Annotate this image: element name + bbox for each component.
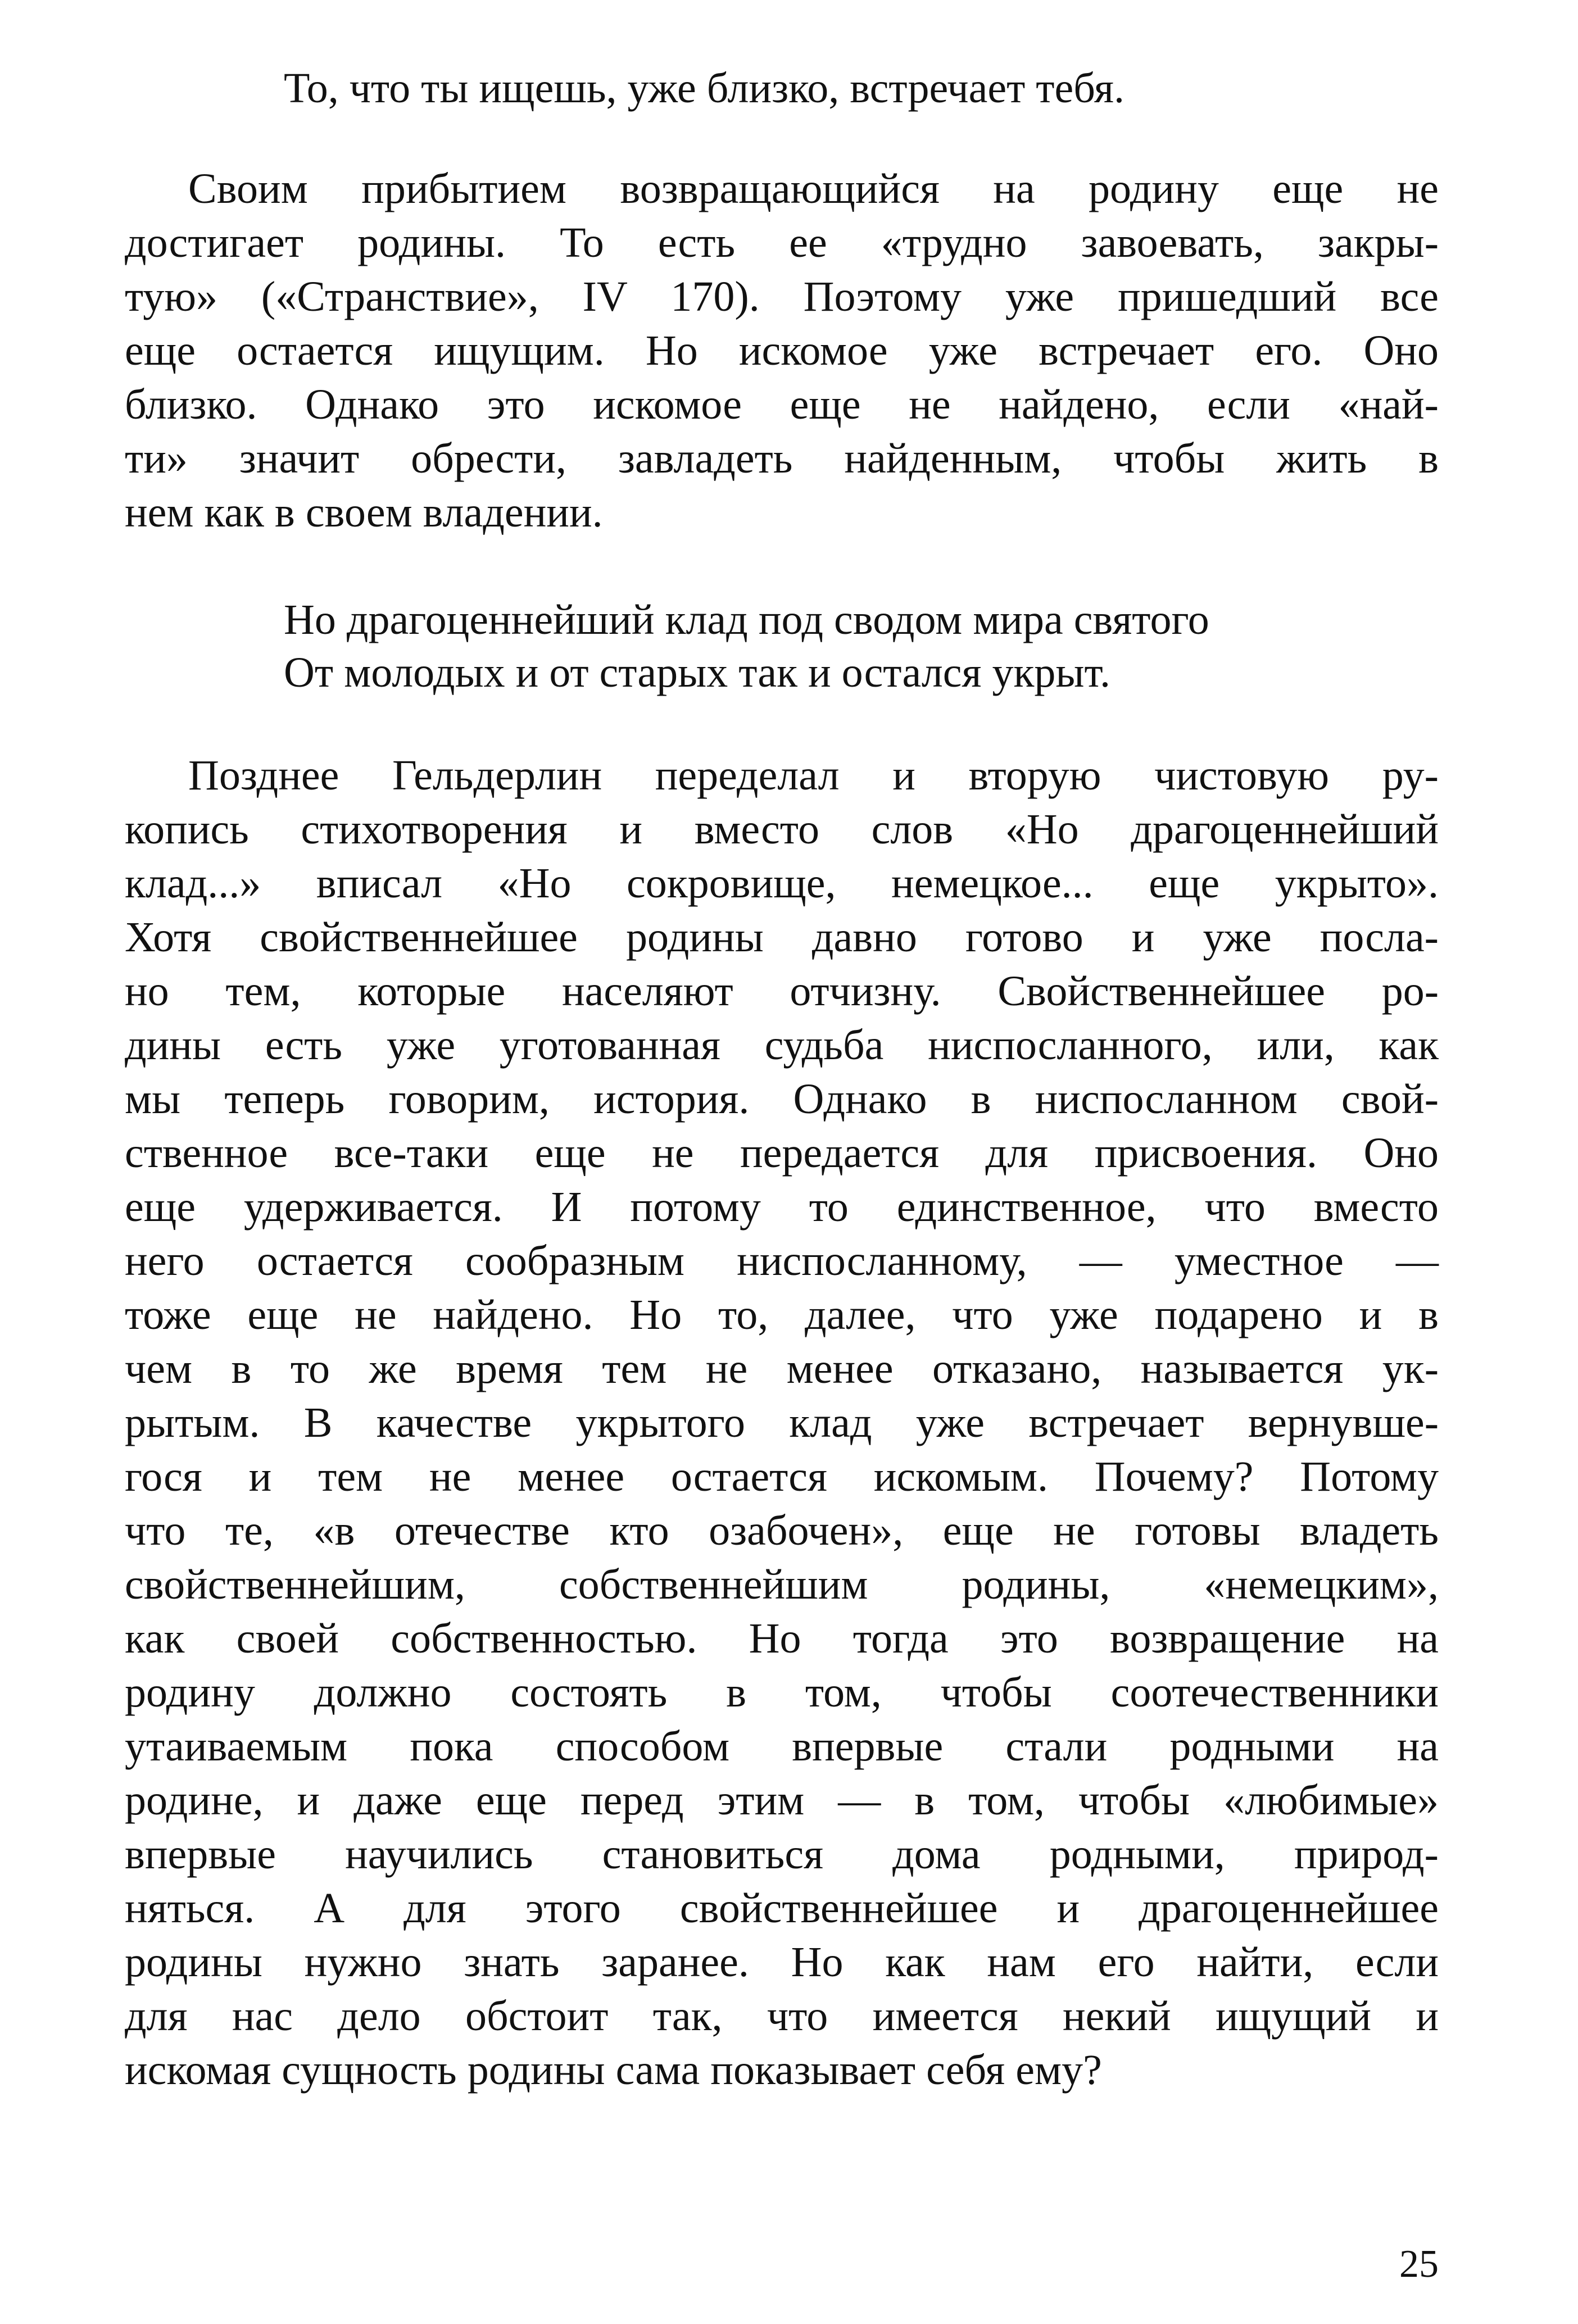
- page-number: 25: [1399, 2243, 1439, 2286]
- paragraph-2-line: родины нужно знать заранее. Но как нам его найти, если: [125, 1939, 1439, 1986]
- paragraph-2-line: для нас дело обстоит так, что имеется некий ищущий и: [125, 1992, 1439, 2040]
- paragraph-1-line: Своим прибытием возвращающийся на родину еще не: [188, 165, 1439, 212]
- paragraph-2-line: дины есть уже уготованная судьба ниспосланного, или, как: [125, 1022, 1439, 1069]
- paragraph-2-line: Хотя свойственнейшее родины давно готово и уже посла-: [125, 914, 1439, 961]
- paragraph-1-line: ти» значит обрести, завладеть найденным, чтобы жить в: [125, 435, 1439, 482]
- paragraph-2-line: как своей собственностью. Но тогда это возвращение на: [125, 1615, 1439, 1662]
- epigraph: То, что ты ищешь, уже близко, встречает тебя.: [284, 65, 1124, 112]
- paragraph-2-line: что те, «в отечестве кто озабочен», еще не готовы владеть: [125, 1507, 1439, 1554]
- paragraph-2-line: утаиваемым пока способом впервые стали родными на: [125, 1723, 1439, 1770]
- paragraph-2-line: Позднее Гельдерлин переделал и вторую чистовую ру-: [188, 752, 1439, 799]
- paragraph-1-line: тую» («Странствие», IV 170). Поэтому уже пришедший все: [125, 273, 1439, 320]
- verse-line: Но драгоценнейший клад под сводом мира святого: [284, 596, 1209, 643]
- paragraph-2-line: няться. А для этого свойственнейшее и драгоценнейшее: [125, 1885, 1439, 1932]
- paragraph-2-line: тоже еще не найдено. Но то, далее, что уже подарено и в: [125, 1291, 1439, 1338]
- paragraph-1-line: еще остается ищущим. Но искомое уже встречает его. Оно: [125, 327, 1439, 374]
- paragraph-2-line: ственное все-таки еще не передается для присвоения. Оно: [125, 1129, 1439, 1177]
- paragraph-2-line: мы теперь говорим, история. Однако в ниспосланном свой-: [125, 1075, 1439, 1123]
- paragraph-1-line: близко. Однако это искомое еще не найдено, если «най-: [125, 381, 1439, 428]
- paragraph-2-line: искомая сущность родины сама показывает себя ему?: [125, 2046, 1102, 2094]
- paragraph-2-line: копись стихотворения и вместо слов «Но драгоценнейший: [125, 806, 1439, 853]
- paragraph-1-line: достигает родины. То есть ее «трудно завоевать, закры-: [125, 219, 1439, 266]
- paragraph-2-line: него остается сообразным ниспосланному, — уместное —: [125, 1237, 1439, 1284]
- paragraph-2-line: чем в то же время тем не менее отказано, называется ук-: [125, 1345, 1439, 1392]
- paragraph-2-line: но тем, которые населяют отчизну. Свойственнейшее ро-: [125, 968, 1439, 1015]
- paragraph-2-line: еще удерживается. И потому то единственное, что вместо: [125, 1183, 1439, 1231]
- paragraph-2-line: родину должно состоять в том, чтобы соотечественники: [125, 1669, 1439, 1716]
- paragraph-2-line: клад...» вписал «Но сокровище, немецкое... еще укрыто».: [125, 860, 1439, 907]
- paragraph-2-line: гося и тем не менее остается искомым. Почему? Потому: [125, 1453, 1439, 1500]
- paragraph-1-line: нем как в своем владении.: [125, 489, 603, 536]
- paragraph-2-line: свойственнейшим, собственнейшим родины, «немецким»,: [125, 1561, 1439, 1608]
- paragraph-2-line: родине, и даже еще перед этим — в том, чтобы «любимые»: [125, 1777, 1439, 1824]
- paragraph-2-line: рытым. В качестве укрытого клад уже встречает вернувше-: [125, 1399, 1439, 1446]
- verse-line: От молодых и от старых так и остался укрыт.: [284, 649, 1110, 696]
- paragraph-2-line: впервые научились становиться дома родными, природ-: [125, 1831, 1439, 1878]
